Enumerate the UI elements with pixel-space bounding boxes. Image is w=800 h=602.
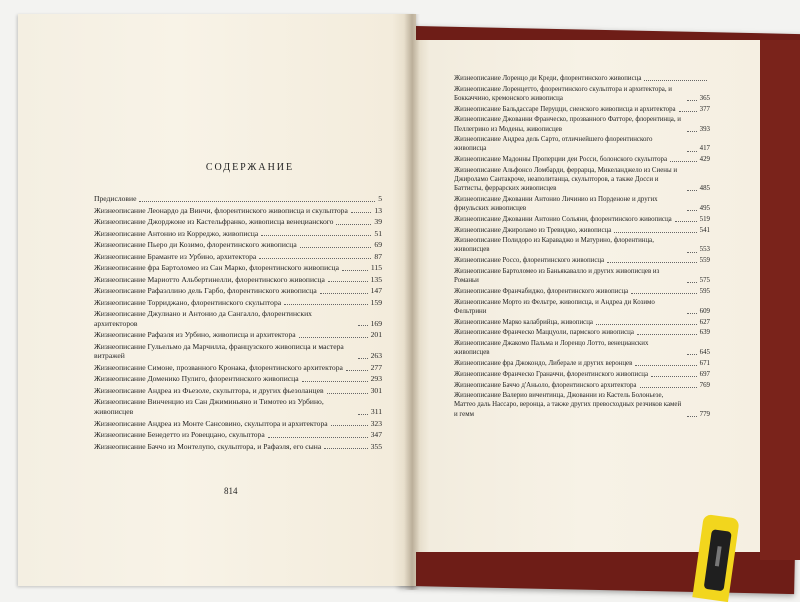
leader-dots bbox=[687, 131, 697, 132]
toc-entry-page: 135 bbox=[370, 274, 382, 284]
toc-entry bbox=[454, 155, 710, 164]
toc-entry bbox=[454, 339, 710, 357]
toc-entry bbox=[454, 115, 710, 133]
leader-dots bbox=[328, 281, 368, 282]
toc-entry-text: Жизнеописание Браманте из Урбино, архитектора bbox=[94, 251, 257, 261]
toc-entry bbox=[94, 229, 382, 239]
leader-dots bbox=[358, 325, 368, 326]
toc-entry bbox=[94, 374, 382, 384]
leader-dots bbox=[327, 393, 368, 394]
toc-entry-text: Жизнеописание Симоне, прозванного Кронака, флорентинского архитектора bbox=[94, 362, 343, 372]
leader-dots bbox=[637, 334, 697, 335]
toc-entry bbox=[454, 215, 710, 224]
leader-dots bbox=[336, 224, 371, 225]
leader-dots bbox=[320, 293, 368, 294]
leader-dots bbox=[651, 376, 697, 377]
toc-entry-page: 69 bbox=[374, 240, 382, 249]
toc-entry bbox=[94, 206, 382, 216]
toc-entry-page: 495 bbox=[699, 205, 710, 213]
toc-entry bbox=[454, 391, 710, 418]
toc-entry bbox=[454, 85, 710, 103]
toc-entry-page: 293 bbox=[370, 374, 382, 384]
toc-entry bbox=[454, 236, 710, 254]
toc-entry bbox=[94, 298, 382, 308]
toc-entry bbox=[454, 166, 710, 193]
toc-entry-text: Жизнеописание Джорджоне из Кастельфранко, живописца венецианского bbox=[94, 217, 334, 226]
toc-entry-text: Жизнеописание фра Джокондо, Либерале и других веронцев bbox=[454, 360, 633, 367]
toc-entry-page: 301 bbox=[370, 385, 382, 395]
toc-entry-page: 519 bbox=[699, 215, 710, 223]
toc-entry-text: Жизнеописание Пьеро ди Козимо, флорентинского живописца bbox=[94, 240, 297, 249]
leader-dots bbox=[631, 293, 696, 294]
toc-entry-text: Жизнеописание Джованни Антонио Личинио из Порденоне и других фриульских живописцев bbox=[454, 195, 658, 213]
toc-entry-text: Жизнеописание Джулиано и Антонио да Сангалло, флорентинских архитекторов bbox=[94, 309, 312, 328]
leader-dots bbox=[670, 161, 697, 162]
toc-entry-text: Жизнеописание Баччо из Монтелупо, скульптора, и Рафаэля, его сына bbox=[94, 441, 322, 451]
toc-entry-text: Жизнеописание Баччо д'Аньоло, флорентинского архитектора bbox=[454, 381, 637, 389]
leader-dots bbox=[614, 232, 696, 233]
toc-entry-text: Жизнеописание Винченцио из Сан Джиминьяно и Тимотео из Урбино, живописцев bbox=[94, 397, 324, 417]
toc-entry bbox=[454, 359, 710, 368]
toc-entry bbox=[94, 252, 382, 262]
toc-entry-page: 671 bbox=[699, 360, 710, 367]
toc-entry-page: 553 bbox=[699, 246, 710, 254]
toc-entry bbox=[94, 419, 382, 429]
toc-entry-text: Жизнеописание Андреа из Фьезоле, скульптора, и других фьезоланцев bbox=[94, 385, 324, 395]
toc-entry-text: Жизнеописание Торриджано, флорентинского скульптора bbox=[94, 297, 282, 307]
leader-dots bbox=[351, 212, 372, 213]
toc-entry bbox=[454, 370, 710, 379]
toc-entry-page: 417 bbox=[699, 145, 710, 153]
book-cover-edge bbox=[760, 40, 800, 560]
leader-dots bbox=[687, 100, 697, 101]
toc-entry-page: 595 bbox=[699, 287, 710, 295]
toc-entry bbox=[94, 430, 382, 440]
toc-entry bbox=[94, 363, 382, 373]
toc-entry-text: Жизнеописание Бенедетто из Ровеццано, скульптора bbox=[94, 430, 265, 440]
toc-entry-page: 147 bbox=[370, 286, 382, 295]
toc-entry-text: Жизнеописание Лоренцетто, флорентинского скульптора и архитектора, и Боккаччино, кремонского живописца bbox=[454, 85, 672, 102]
toc-entry-text: Жизнеописание Антонио из Корреджо, живописца bbox=[94, 228, 259, 238]
toc-entry bbox=[454, 381, 710, 390]
toc-entry-page: 769 bbox=[699, 381, 710, 389]
toc-entry-page: 541 bbox=[699, 226, 710, 234]
toc-entry-page: 87 bbox=[374, 251, 382, 261]
toc-entry bbox=[454, 298, 710, 316]
toc-entry-text: Жизнеописание Рафаэллино дель Гарбо, флорентинского живописца bbox=[94, 286, 317, 295]
toc-entry-page: 201 bbox=[370, 330, 382, 340]
toc-left-column bbox=[94, 194, 382, 453]
leader-dots bbox=[675, 221, 697, 222]
toc-entry bbox=[94, 275, 382, 285]
leader-dots bbox=[687, 354, 697, 355]
leader-dots bbox=[687, 151, 697, 152]
leader-dots bbox=[358, 414, 368, 415]
leader-dots bbox=[687, 282, 697, 283]
toc-entry bbox=[454, 318, 710, 327]
toc-entry-text: Жизнеописание Андреа из Монте Сансовино, скульптора и архитектора bbox=[94, 418, 328, 428]
page-number: 814 bbox=[224, 486, 238, 496]
toc-entry-text: Жизнеописание Россо, флорентинского живописца bbox=[454, 257, 605, 265]
toc-entry bbox=[94, 397, 382, 416]
leader-dots bbox=[607, 262, 697, 263]
toc-entry-page: 115 bbox=[370, 263, 382, 272]
toc-entry-text: Жизнеописание Франчабиджо, флорентинского живописца bbox=[454, 287, 629, 295]
toc-entry bbox=[94, 286, 382, 296]
toc-entry-page: 263 bbox=[370, 351, 382, 361]
toc-entry-page: 347 bbox=[370, 430, 382, 440]
toc-entry bbox=[94, 194, 382, 204]
leader-dots bbox=[302, 381, 368, 382]
leader-dots bbox=[635, 365, 696, 366]
toc-entry-text: Жизнеописание Бартоломео из Баньякавалло и других живописцев из Романьи bbox=[454, 268, 660, 285]
toc-entry-text: Жизнеописание Полидоро из Караваджо и Матурино, флорентинца, живописцев bbox=[454, 237, 654, 254]
toc-entry-page: 323 bbox=[370, 418, 382, 428]
leader-dots bbox=[331, 425, 368, 426]
toc-entry bbox=[94, 330, 382, 340]
toc-entry-page: 559 bbox=[699, 257, 710, 265]
leader-dots bbox=[358, 358, 368, 359]
toc-entry-text: Жизнеописание Гульельмо да Марчилла, французского живописца и мастера витражей bbox=[94, 341, 344, 361]
leader-dots bbox=[687, 313, 697, 314]
toc-entry-page: 645 bbox=[699, 349, 710, 357]
toc-entry-page: 159 bbox=[370, 297, 382, 307]
toc-right-column bbox=[454, 74, 710, 420]
toc-entry-text: Жизнеописание Леонардо да Винчи, флорентинского живописца и скульптора bbox=[94, 205, 348, 215]
toc-entry-page: 311 bbox=[370, 407, 382, 417]
toc-entry bbox=[94, 342, 382, 361]
toc-entry-page: 609 bbox=[699, 307, 710, 315]
toc-entry-page: 13 bbox=[374, 205, 382, 215]
toc-entry bbox=[94, 263, 382, 273]
toc-entry-text: Предисловие bbox=[94, 194, 137, 203]
leader-dots bbox=[284, 304, 367, 305]
toc-entry bbox=[454, 74, 710, 83]
toc-entry-text: Жизнеописание Лоренцо ди Креди, флорентинского живописца bbox=[454, 75, 642, 82]
toc-entry bbox=[94, 442, 382, 452]
toc-entry bbox=[94, 217, 382, 227]
toc-entry-page: 627 bbox=[699, 318, 710, 326]
toc-entry-page: 429 bbox=[699, 156, 710, 164]
toc-entry-text: Жизнеописание Джованни Антонио Сольяни, флорентинского живописца bbox=[454, 215, 672, 223]
toc-entry-page: 697 bbox=[699, 370, 710, 378]
toc-entry-text: Жизнеописание Мадонны Проперции деи Росси, болонского скульптора bbox=[454, 156, 668, 164]
toc-entry bbox=[454, 267, 710, 285]
toc-entry-text: Жизнеописание Валерио вичентинца, Джованни из Кастель Болоньезе, Маттео даль Нассаро, веронца, а также других превосходных резчиков камей и гемм bbox=[454, 392, 682, 418]
toc-entry-page: 377 bbox=[699, 105, 710, 113]
toc-entry-page: 277 bbox=[370, 362, 382, 372]
toc-entry-page: 5 bbox=[378, 194, 382, 203]
leader-dots bbox=[640, 387, 697, 388]
toc-entry-page: 779 bbox=[699, 410, 710, 418]
leader-dots bbox=[679, 111, 697, 112]
toc-entry bbox=[454, 328, 710, 337]
leader-dots bbox=[346, 370, 368, 371]
toc-entry bbox=[94, 386, 382, 396]
toc-entry-text: Жизнеописание фра Бартоломео из Сан Марко, флорентинского живописца bbox=[94, 263, 339, 272]
toc-entry-page: 393 bbox=[699, 125, 710, 133]
toc-entry-text: Жизнеописание Марко калабрийца, живописца bbox=[454, 318, 593, 326]
toc-entry bbox=[94, 240, 382, 250]
toc-entry bbox=[454, 287, 710, 296]
toc-entry bbox=[454, 226, 710, 235]
toc-entry-text: Жизнеописание Джакомо Пальма и Лоренцо Лотто, венецианских живописцев bbox=[454, 340, 649, 357]
leader-dots bbox=[342, 270, 368, 271]
leader-dots bbox=[300, 247, 372, 248]
leader-dots bbox=[324, 448, 367, 449]
toc-entry bbox=[454, 195, 710, 213]
leader-dots bbox=[261, 235, 371, 236]
contents-heading: СОДЕРЖАНИЕ bbox=[205, 162, 295, 173]
leader-dots bbox=[259, 258, 371, 259]
toc-entry bbox=[454, 256, 710, 265]
toc-entry-page: 39 bbox=[374, 217, 382, 226]
toc-entry bbox=[454, 105, 710, 114]
leader-dots bbox=[687, 190, 697, 191]
leader-dots bbox=[687, 416, 697, 417]
toc-entry-text: Жизнеописание Альфонсо Ломбарди, феррарца, Микеланджело из Сиены и Джироламо Сантакроче, неаполитанца, скульпторов, а также Досси и Баттисты, феррарских живописцев bbox=[454, 166, 678, 193]
toc-entry-text: Жизнеописание Франческо Граначчи, флорентинского живописца bbox=[454, 370, 649, 378]
leader-dots bbox=[268, 437, 368, 438]
leader-dots bbox=[644, 80, 707, 81]
toc-entry-page: 639 bbox=[699, 329, 710, 337]
toc-entry-text: Жизнеописание Рафаэля из Урбино, живописца и архитектора bbox=[94, 330, 296, 340]
leader-dots bbox=[687, 252, 697, 253]
toc-entry-page: 485 bbox=[699, 185, 710, 193]
toc-entry-text: Жизнеописание Морто из Фельтре, живописца, и Андреа ди Козимо Фельтрини bbox=[454, 298, 655, 315]
toc-entry-page: 575 bbox=[699, 277, 710, 285]
toc-entry-text: Жизнеописание Бальдассаре Перуцци, сиенского живописца и архитектора bbox=[454, 105, 676, 113]
leader-dots bbox=[299, 337, 368, 338]
leader-dots bbox=[687, 210, 697, 211]
toc-entry-text: Жизнеописание Доменико Пулиго, флорентинского живописца bbox=[94, 374, 299, 384]
toc-entry-text: Жизнеописание Франческо Маццуоли, пармского живописца bbox=[454, 329, 634, 337]
leader-dots bbox=[139, 201, 375, 202]
toc-entry bbox=[454, 135, 710, 153]
toc-entry-text: Жизнеописание Андреа дель Сарто, отличнейшего флорентинского живописца bbox=[454, 136, 653, 153]
toc-entry-text: Жизнеописание Джованни Франческо, прозванного Фатторе, флорентинца, и Пеллегрино из Модены, живописцев bbox=[454, 116, 681, 133]
toc-entry-page: 355 bbox=[370, 441, 382, 451]
leader-dots bbox=[596, 324, 697, 325]
toc-entry-page: 169 bbox=[370, 318, 382, 328]
book-gutter bbox=[404, 14, 420, 590]
toc-entry-page: 365 bbox=[699, 94, 710, 102]
toc-entry-page: 51 bbox=[374, 228, 382, 238]
toc-entry-text: Жизнеописание Мариотто Альбертинелли, флорентинского живописца bbox=[94, 274, 325, 284]
toc-entry-text: Жизнеописание Джироламо из Тревиджо, живописца bbox=[454, 226, 612, 234]
toc-entry bbox=[94, 309, 382, 328]
